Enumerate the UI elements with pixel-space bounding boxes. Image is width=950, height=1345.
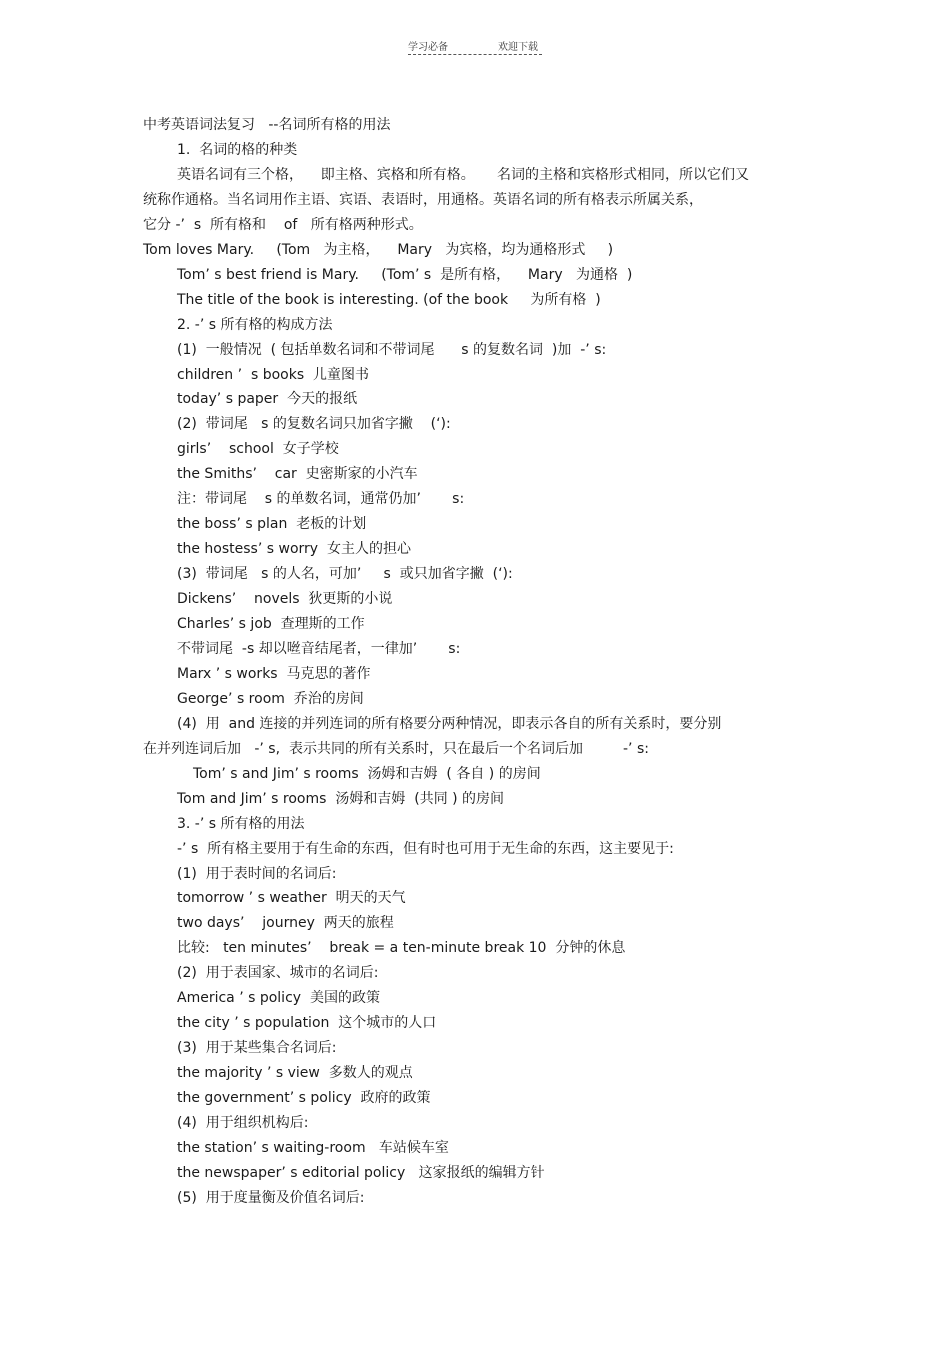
text-line: (2) 用于表国家、城市的名词后: bbox=[177, 965, 379, 981]
text-line: (5) 用于度量衡及价值名词后: bbox=[177, 1190, 365, 1206]
text-line: the government’ s policy 政府的政策 bbox=[177, 1090, 431, 1106]
text-line: 1. 名词的格的种类 bbox=[177, 142, 298, 158]
text-line: the hostess’ s worry 女主人的担心 bbox=[177, 541, 411, 557]
text-line: the newspaper’ s editorial policy 这家报纸的编辑方针 bbox=[177, 1165, 545, 1181]
text-line: (2) 带词尾 s 的复数名词只加省字撇 (‘): bbox=[177, 416, 451, 432]
text-line: girls’ school 女子学校 bbox=[177, 441, 339, 457]
text-line: America ’ s policy 美国的政策 bbox=[177, 990, 380, 1006]
text-line: two days’ journey 两天的旅程 bbox=[177, 915, 394, 931]
header-divider bbox=[408, 54, 542, 55]
text-line: (3) 用于某些集合名词后: bbox=[177, 1040, 337, 1056]
text-line: 统称作通格。当名词用作主语、宾语、表语时，用通格。英语名词的所有格表示所属关系， bbox=[143, 192, 703, 208]
text-line: 2. -’ s 所有格的构成方法 bbox=[177, 317, 333, 333]
text-line: 注：带词尾 s 的单数名词，通常仍加’ s: bbox=[177, 491, 465, 507]
text-line: children ’ s books 儿童图书 bbox=[177, 367, 370, 383]
text-line: 英语名词有三个格， 即主格、宾格和所有格。 名词的主格和宾格形式相同，所以它们又 bbox=[177, 167, 750, 183]
header-left-text: 学习必备 bbox=[408, 42, 448, 53]
text-line: Dickens’ novels 狄更斯的小说 bbox=[177, 591, 393, 607]
text-line: today’ s paper 今天的报纸 bbox=[177, 391, 358, 407]
text-line: (3) 带词尾 s 的人名，可加’ s 或只加省字撇 (‘): bbox=[177, 566, 513, 582]
text-line: (1) 用于表时间的名词后: bbox=[177, 866, 337, 882]
text-line: 它分 -’ s 所有格和 of 所有格两种形式。 bbox=[143, 217, 423, 233]
text-line: 不带词尾 -s 却以咝音结尾者，一律加’ s: bbox=[177, 641, 461, 657]
header-right-text: 欢迎下载 bbox=[498, 42, 538, 53]
text-line: 3. -’ s 所有格的用法 bbox=[177, 816, 305, 832]
text-line: George’ s room 乔治的房间 bbox=[177, 691, 364, 707]
text-line: the boss’ s plan 老板的计划 bbox=[177, 516, 367, 532]
text-line: the majority ’ s view 多数人的观点 bbox=[177, 1065, 413, 1081]
text-line: Tom loves Mary. (Tom 为主格， Mary 为宾格，均为通格形式 ) bbox=[143, 242, 614, 258]
text-line: (4) 用于组织机构后: bbox=[177, 1115, 309, 1131]
text-line: Tom and Jim’ s rooms 汤姆和吉姆 (共同 ) 的房间 bbox=[177, 791, 505, 807]
text-line: -’ s 所有格主要用于有生命的东西，但有时也可用于无生命的东西，这主要见于: bbox=[177, 841, 674, 857]
text-line: Tom’ s best friend is Mary. (Tom’ s 是所有格， Mary 为通格 ) bbox=[177, 267, 633, 283]
text-line: 在并列连词后加 -’ s, 表示共同的所有关系时，只在最后一个名词后加 -’ s: bbox=[143, 741, 649, 757]
text-line: the city ’ s population 这个城市的人口 bbox=[177, 1015, 437, 1031]
text-line: the Smiths’ car 史密斯家的小汽车 bbox=[177, 466, 418, 482]
page-header bbox=[408, 38, 542, 56]
text-line: The title of the book is interesting. (of the book 为所有格 ) bbox=[177, 292, 601, 308]
text-line: (4) 用 and 连接的并列连词的所有格要分两种情况，即表示各自的所有关系时，要分别 bbox=[177, 716, 722, 732]
text-line: 中考英语词法复习 --名词所有格的用法 bbox=[143, 117, 391, 133]
text-line: (1) 一般情况 ( 包括单数名词和不带词尾 s 的复数名词 )加 -’ s: bbox=[177, 342, 607, 358]
text-line: the station’ s waiting-room 车站候车室 bbox=[177, 1140, 449, 1156]
text-line: Tom’ s and Jim’ s rooms 汤姆和吉姆 ( 各自 ) 的房间 bbox=[193, 766, 541, 782]
text-line: 比较: ten minutes’ break = a ten-minute break 10 分钟的休息 bbox=[177, 940, 626, 956]
text-line: Charles’ s job 查理斯的工作 bbox=[177, 616, 365, 632]
text-line: tomorrow ’ s weather 明天的天气 bbox=[177, 890, 406, 906]
text-line: Marx ’ s works 马克思的著作 bbox=[177, 666, 371, 682]
